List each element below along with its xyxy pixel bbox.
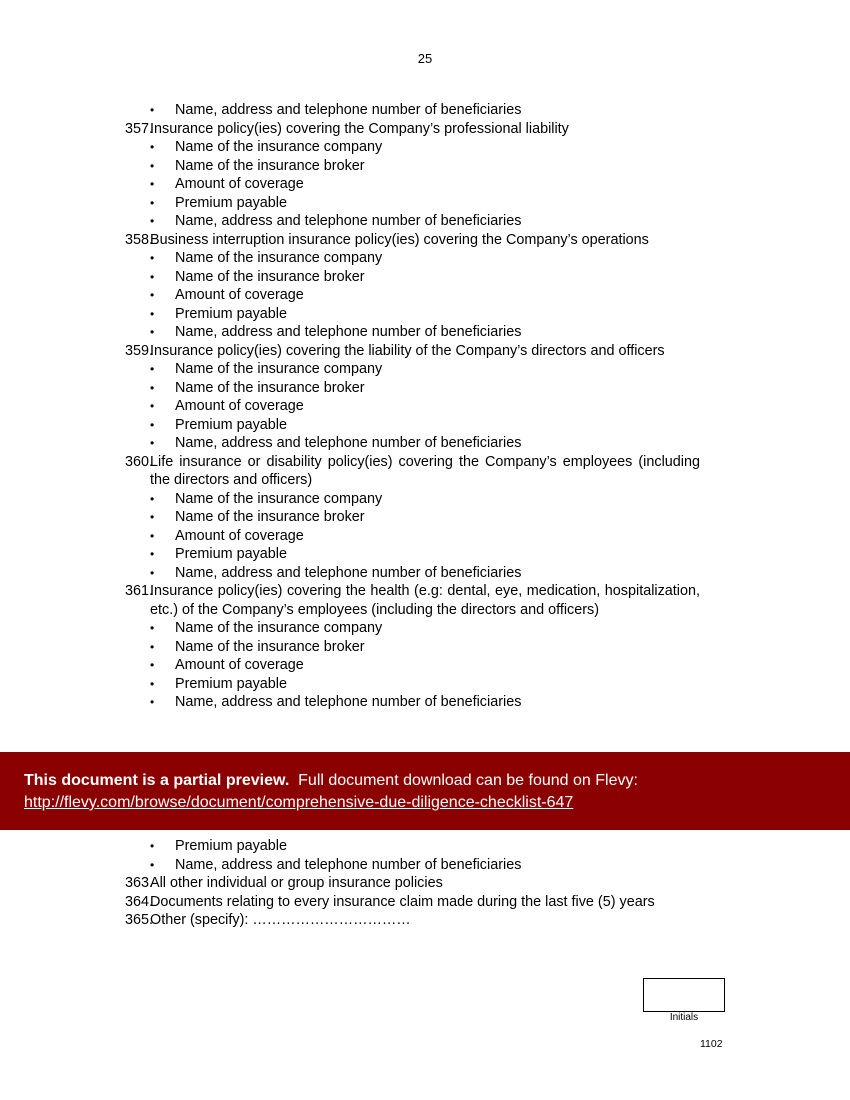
bullet-item <box>125 656 700 675</box>
item-number: 361. <box>125 583 154 599</box>
page-number: 25 <box>417 51 433 66</box>
bullet-text: Amount of coverage <box>175 176 304 192</box>
bullet-item <box>125 508 700 527</box>
bullet-text: Name of the insurance company <box>175 361 383 377</box>
bullet-item <box>125 194 700 213</box>
item-text: Insurance policy(ies) covering the liability of the Company’s directors and officers <box>150 342 665 359</box>
initials-box[interactable] <box>643 978 725 1012</box>
bullet-item <box>125 564 700 583</box>
bullet-text: Premium payable <box>175 675 287 692</box>
bullet-icon: • <box>150 565 155 580</box>
bullet-text: Premium payable <box>175 305 287 322</box>
bullet-text: Name of the insurance broker <box>175 379 365 396</box>
footer-page-number: 1102 <box>700 1038 723 1050</box>
bullet-icon: • <box>150 177 155 191</box>
initials-label: Initials <box>669 1012 699 1023</box>
bullet-text: Name of the insurance company <box>175 620 383 636</box>
item-number: 363. <box>125 875 154 891</box>
checklist-item-357 <box>125 120 700 139</box>
banner-message <box>24 772 638 790</box>
bullet-text: Premium payable <box>175 838 287 854</box>
bullet-text: Amount of coverage <box>175 287 304 303</box>
banner-text: Full document download can be found on Flevy: <box>298 772 638 789</box>
bullet-icon: • <box>150 695 155 709</box>
bullet-icon: • <box>150 103 155 117</box>
bullet-item <box>125 212 700 231</box>
bullet-text: Name of the insurance company <box>175 250 383 266</box>
bullet-text: Name, address and telephone number of beneficiaries <box>175 564 522 581</box>
bullet-text: Name of the insurance broker <box>175 509 365 525</box>
item-number: 358. <box>125 231 154 248</box>
bullet-icon: • <box>150 140 155 154</box>
bullet-text: Premium payable <box>175 194 287 211</box>
checklist-item-360 <box>125 453 700 490</box>
bullet-icon: • <box>150 417 155 432</box>
item-number: 357. <box>125 120 154 137</box>
preview-banner <box>0 752 850 830</box>
item-number: 364. <box>125 893 154 910</box>
checklist-item-361 <box>125 582 700 619</box>
bullet-icon: • <box>150 195 155 210</box>
bullet-text: Name of the insurance company <box>175 139 383 155</box>
bullet-text: Name of the insurance company <box>175 490 383 507</box>
bullet-item <box>125 323 700 342</box>
bullet-text: Name, address and telephone number of beneficiaries <box>175 213 522 229</box>
checklist-item-358 <box>125 231 700 250</box>
bullet-text: Premium payable <box>175 416 287 433</box>
item-text: Life insurance or disability policy(ies) covering the Company’s employees (including the directors and officers) <box>150 453 700 488</box>
bullet-item <box>125 638 700 657</box>
bullet-item <box>125 416 700 435</box>
bullet-icon: • <box>150 251 155 265</box>
bullet-icon: • <box>150 621 155 635</box>
bullet-icon: • <box>150 510 155 524</box>
bullet-icon: • <box>150 325 155 339</box>
bullet-icon: • <box>150 491 155 506</box>
bullet-item <box>125 138 700 157</box>
item-number: 365. <box>125 912 154 928</box>
bullet-text: Name, address and telephone number of beneficiaries <box>175 856 522 873</box>
bullet-item <box>125 619 700 638</box>
bullet-item <box>125 157 700 176</box>
bullet-icon: • <box>150 399 155 413</box>
bullet-text: Amount of coverage <box>175 398 304 414</box>
bullet-text: Amount of coverage <box>175 657 304 673</box>
bullet-icon: • <box>150 436 155 450</box>
item-text: All other individual or group insurance policies <box>150 875 443 891</box>
bullet-item <box>125 360 700 379</box>
bullet-item <box>125 675 700 694</box>
bullet-icon: • <box>150 380 155 395</box>
bullet-text: Name, address and telephone number of beneficiaries <box>175 694 522 710</box>
checklist-item-365 <box>125 911 700 930</box>
item-text: Business interruption insurance policy(ies) covering the Company’s operations <box>150 231 649 248</box>
bullet-item <box>125 693 700 712</box>
banner-bold-text: This document is a partial preview. <box>24 772 290 789</box>
bullet-text: Name, address and telephone number of beneficiaries <box>175 102 522 118</box>
bullet-text: Name of the insurance broker <box>175 268 365 285</box>
bullet-item <box>125 249 700 268</box>
bullet-item <box>125 305 700 324</box>
checklist-content-after-banner <box>125 837 700 930</box>
item-text: Insurance policy(ies) covering the health (e.g: dental, eye, medication, hospitalization, etc.) of the Company’s employees (including the directors and officers) <box>150 583 700 618</box>
bullet-text: Premium payable <box>175 546 287 562</box>
bullet-icon: • <box>150 269 155 284</box>
bullet-item <box>125 434 700 453</box>
bullet-icon: • <box>150 214 155 228</box>
bullet-item <box>125 379 700 398</box>
bullet-item <box>125 545 700 564</box>
bullet-item <box>125 490 700 509</box>
bullet-icon: • <box>150 547 155 561</box>
bullet-icon: • <box>150 306 155 321</box>
bullet-text: Amount of coverage <box>175 527 304 544</box>
bullet-text: Name of the insurance broker <box>175 157 365 174</box>
download-link[interactable]: http://flevy.com/browse/document/comprehensive-due-diligence-checklist-647 <box>24 794 574 811</box>
bullet-text: Name, address and telephone number of beneficiaries <box>175 435 522 451</box>
bullet-item <box>125 856 700 875</box>
item-text: Documents relating to every insurance claim made during the last five (5) years <box>150 893 655 910</box>
bullet-item <box>125 268 700 287</box>
item-number: 360. <box>125 453 154 470</box>
item-text: Other (specify): …………………………… <box>150 912 411 928</box>
bullet-icon: • <box>150 158 155 173</box>
bullet-item <box>125 175 700 194</box>
bullet-icon: • <box>150 857 155 872</box>
bullet-item <box>125 527 700 546</box>
checklist-content <box>125 101 700 712</box>
bullet-item <box>125 837 700 856</box>
bullet-item <box>125 101 700 120</box>
bullet-item <box>125 286 700 305</box>
bullet-icon: • <box>150 676 155 691</box>
bullet-item <box>125 397 700 416</box>
bullet-icon: • <box>150 362 155 376</box>
checklist-item-363 <box>125 874 700 893</box>
bullet-text: Name of the insurance broker <box>175 638 365 655</box>
checklist-item-364 <box>125 893 700 912</box>
bullet-icon: • <box>150 658 155 672</box>
item-text: Insurance policy(ies) covering the Company’s professional liability <box>150 120 569 137</box>
bullet-icon: • <box>150 528 155 543</box>
item-number: 359. <box>125 342 154 359</box>
checklist-item-359 <box>125 342 700 361</box>
bullet-icon: • <box>150 639 155 654</box>
bullet-icon: • <box>150 839 155 853</box>
bullet-icon: • <box>150 288 155 302</box>
bullet-text: Name, address and telephone number of beneficiaries <box>175 324 522 340</box>
